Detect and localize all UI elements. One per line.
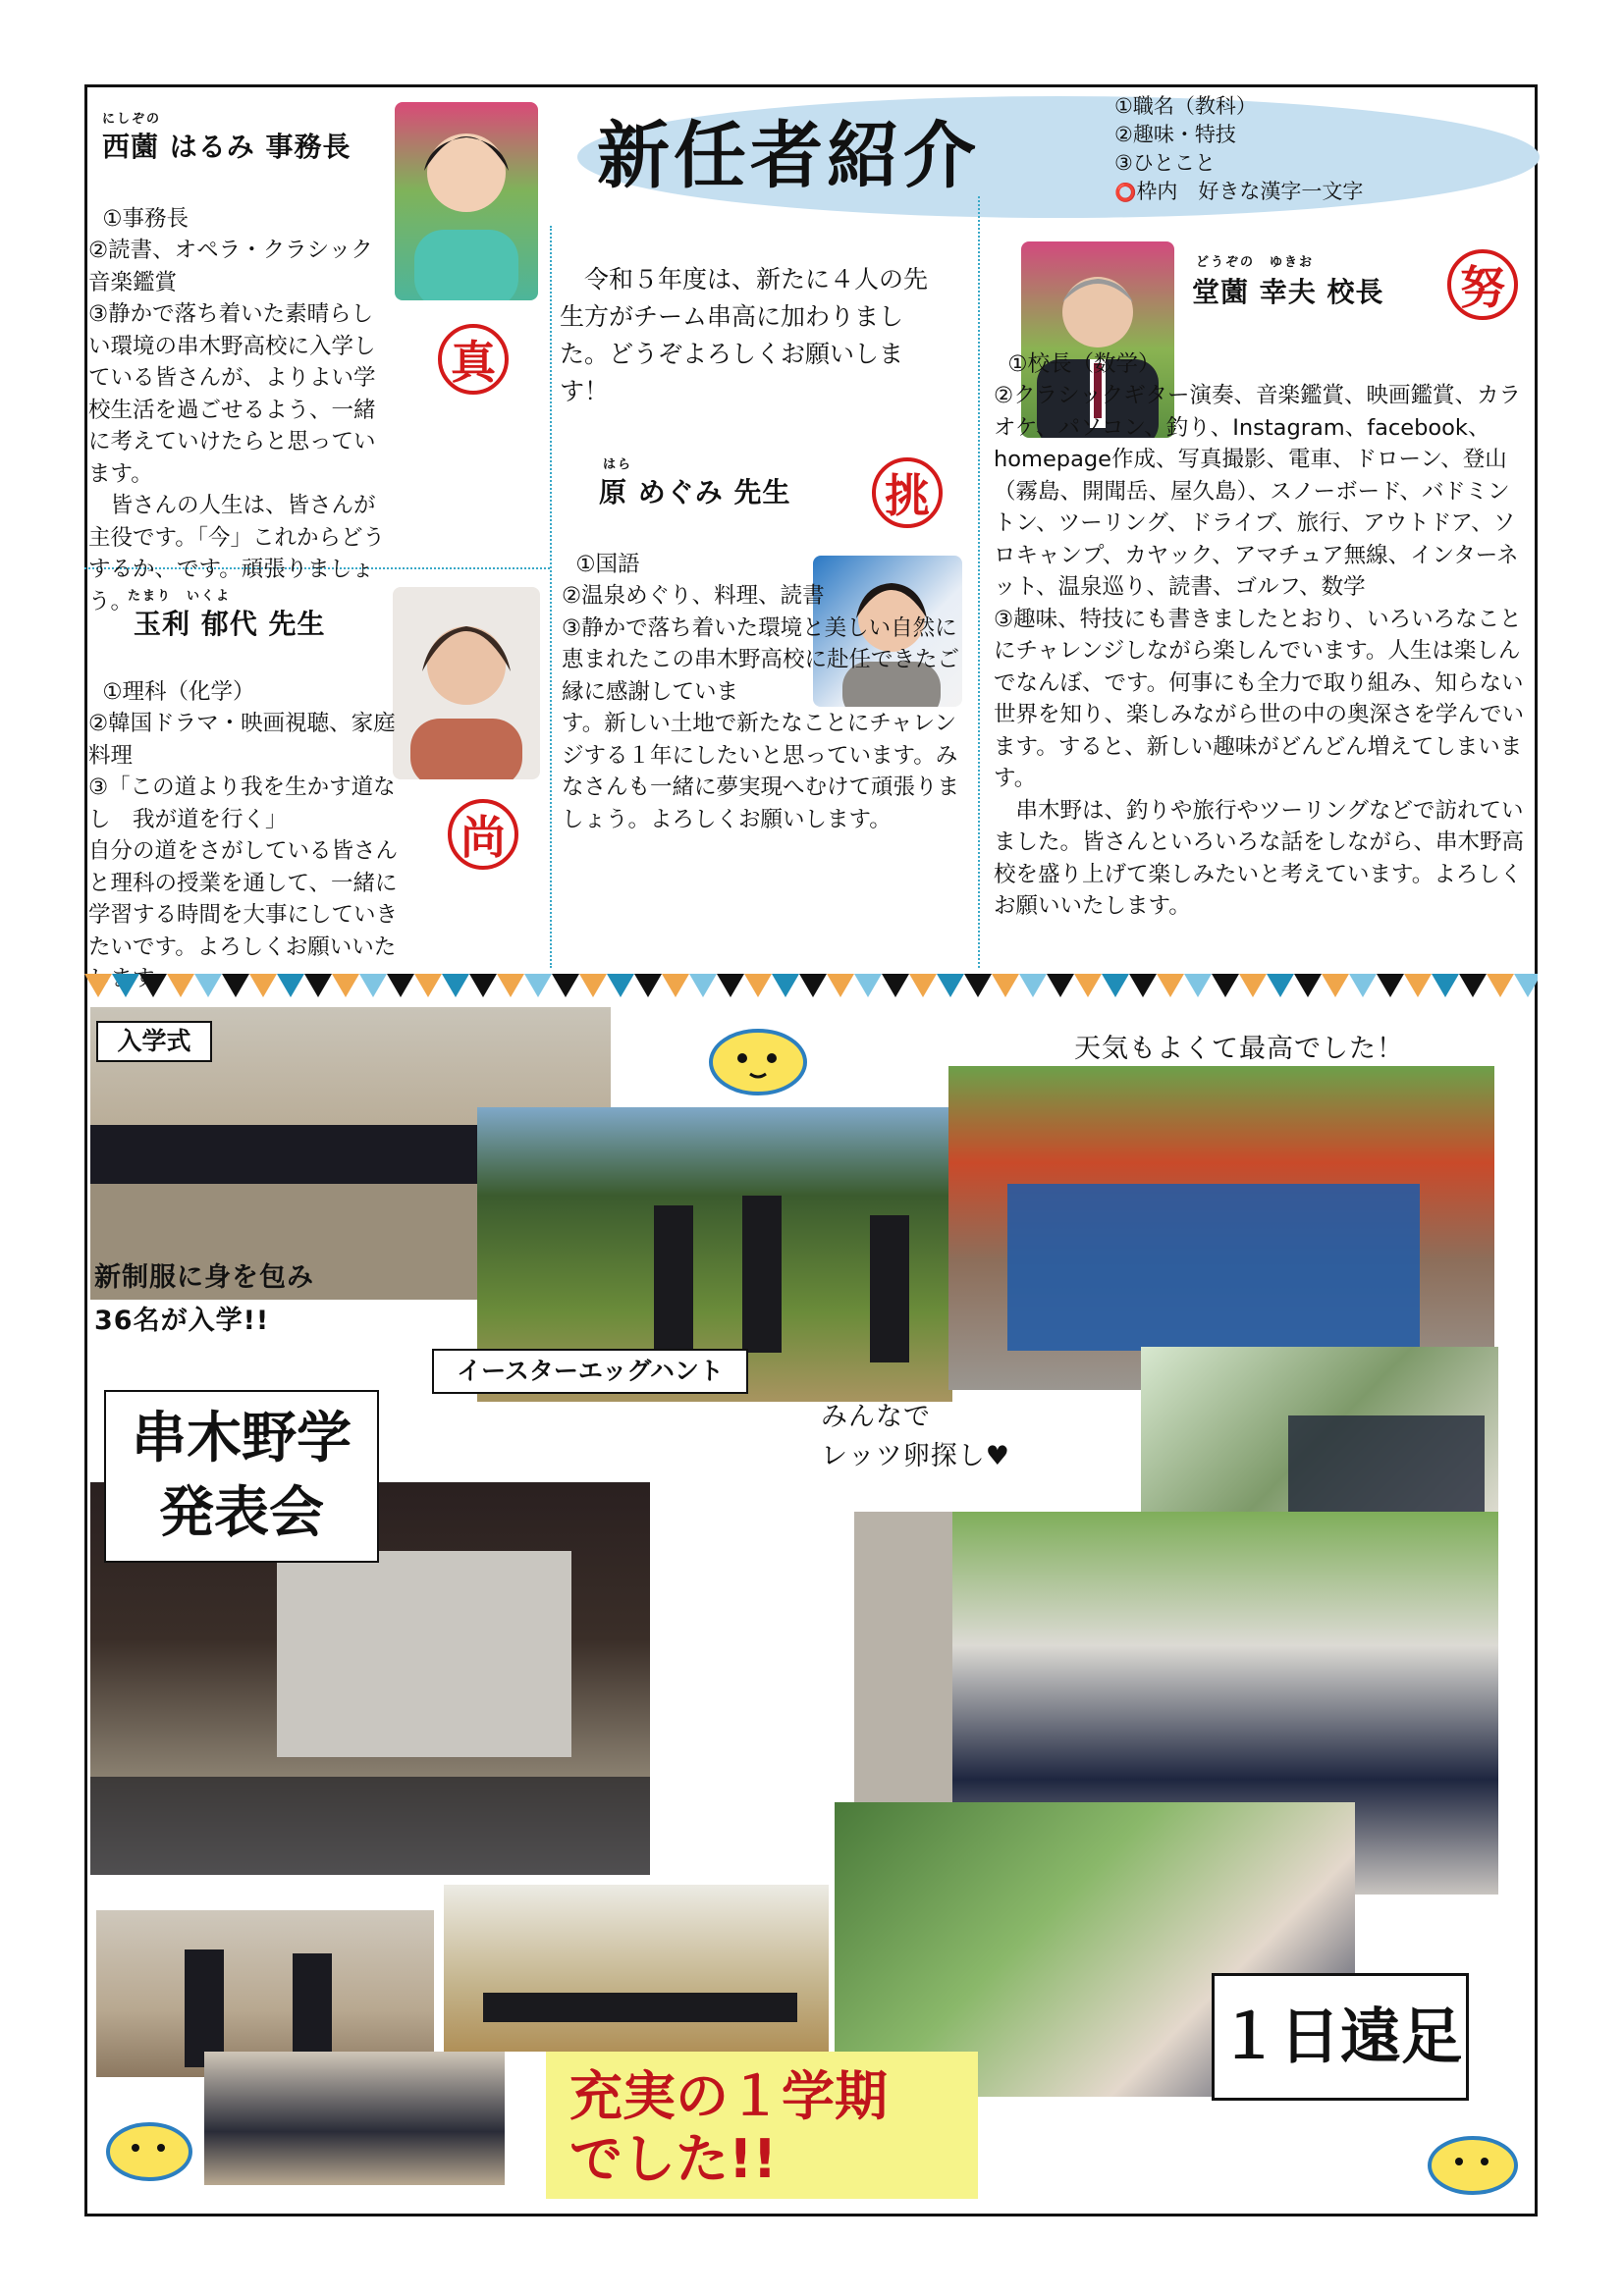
teacher-2-kanji: 尚 bbox=[448, 799, 518, 870]
teacher-4-text: ①校長（数学） ②クラシックギター演奏、音楽鑑賞、映画鑑賞、カラオケ、パソコン、釣り、Instagram、facebook、homepage作成、写真撮影、電車、ドローン、登山（霧島、開聞岳、屋久島）、スノーボード、バドミントン、ツーリング、ドライブ、旅行、アウトドア、ソロキャンプ、カヤック、アマチュア無線、インターネット、温泉巡り、読書、ゴルフ、数学 ③趣味、特技にも書きましたとおり、いろいろなことにチャレンジしながら楽しんでいます。人生は楽しんでなんぼ、です。何事にも全力で取り組み、知らない世界を知り、楽しみながら世の中の奥深さを学んでいます。すると、新しい趣味がどんどん増えてしまいます。 串木野は、釣りや旅行やツーリングなどで訪れていました。皆さんといろいろな話をしながら、串木野高校を盛り上げて楽しみたいと考えています。よろしくお願いいたします。 bbox=[994, 350, 1525, 919]
mascot-icon bbox=[1424, 2128, 1522, 2199]
teacher-1-kanji: 真 bbox=[438, 324, 509, 395]
teacher-2-name: 玉利 郁代 先生 bbox=[134, 608, 326, 640]
mascot-icon bbox=[102, 2116, 196, 2185]
legend-box bbox=[1114, 92, 1363, 207]
intro-text: 令和５年度は、新たに４人の先生方がチーム串高に加わりました。どうぞよろしくお願いします！ bbox=[560, 265, 929, 405]
entrance-caption: 新制服に身を包み 36名が入学!! bbox=[94, 1262, 314, 1336]
teacher-2-text: ①理科（化学） ②韓国ドラマ・映画視聴、家庭料理 ③「この道より我を生かす道なし 我が道を行く」 自分の道をさがしている皆さんと理科の授業を通して、一緒に学習する時間を大事にしていきたいです。よろしくお願いいたしま bbox=[88, 678, 399, 991]
excursion-group-photo bbox=[948, 1066, 1494, 1390]
legend-item-4: ⭕枠内 好きな漢字一文字 bbox=[1114, 180, 1364, 203]
rest-area-photo bbox=[1141, 1347, 1498, 1533]
easter-egg-label: イースターエッグハント bbox=[432, 1349, 748, 1394]
circle-icon: ⭕ bbox=[1114, 183, 1137, 203]
divider-vertical-2 bbox=[978, 196, 980, 968]
teacher-2-photo bbox=[393, 587, 540, 779]
page-title: 新任者紹介 bbox=[597, 114, 980, 198]
excursion-label: １日遠足 bbox=[1212, 1973, 1469, 2101]
presentation-label: 串木野学 発表会 bbox=[104, 1390, 379, 1563]
legend-item-1: ①職名（教科） bbox=[1114, 94, 1257, 118]
teacher-3-kanji: 挑 bbox=[872, 457, 943, 528]
closing-text: 充実の１学期 でした!! bbox=[569, 2065, 888, 2190]
weather-caption: 天気もよくて最高でした！ bbox=[1074, 1034, 1404, 1064]
decorative-border bbox=[84, 974, 1538, 1003]
teacher-4-ruby: どうぞの ゆきお bbox=[1196, 255, 1315, 270]
teacher-3-text: ①国語 ②温泉めぐり、料理、読書 ③静かで落ち着いた環境と美しい自然に恵まれたこの串木野高校に赴任できたご縁に感謝していま す。新しい土地で新たなことにチャレンジする１年にしたいと思っています。みなさんも一緒に夢実現へむけて頑張りましょう。よろしくお願いします。 bbox=[562, 551, 960, 832]
legend-item-3: ③ひとこと bbox=[1114, 151, 1216, 175]
mascot-icon bbox=[703, 1021, 811, 1099]
teacher-1-name: 西薗 はるみ 事務長 bbox=[102, 131, 352, 163]
divider-vertical-1 bbox=[550, 226, 552, 968]
teacher-1-ruby: にしぞの bbox=[102, 112, 162, 127]
teacher-2-ruby: たまり いくよ bbox=[128, 589, 232, 604]
teacher-1-text: ①事務長 ②読書、オペラ・クラシック音楽鑑賞 ③静かで落ち着いた素晴らしい環境の串木野高校に入学している皆さんが、よりよい学校生活を過ごせるよう、一緒に考えていけたらと思っています。 皆さんの人生は、皆さんが主役です。「今」これからどうするか、です。頑張りましょう。 bbox=[88, 205, 385, 614]
egg-caption: みんなで レッツ卵探し♥ bbox=[821, 1402, 1010, 1471]
teacher-3-ruby: はら bbox=[603, 457, 633, 472]
teacher-4-name: 堂薗 幸夫 校長 bbox=[1192, 276, 1384, 308]
teacher-1-photo bbox=[395, 102, 538, 300]
entrance-label: 入学式 bbox=[96, 1021, 212, 1062]
students-photo bbox=[204, 2052, 505, 2185]
teacher-3-name: 原 めぐみ 先生 bbox=[599, 476, 791, 508]
panel-discussion-photo bbox=[444, 1885, 829, 2052]
teacher-4-kanji: 努 bbox=[1447, 249, 1518, 320]
legend-item-2: ②趣味・特技 bbox=[1114, 123, 1236, 146]
